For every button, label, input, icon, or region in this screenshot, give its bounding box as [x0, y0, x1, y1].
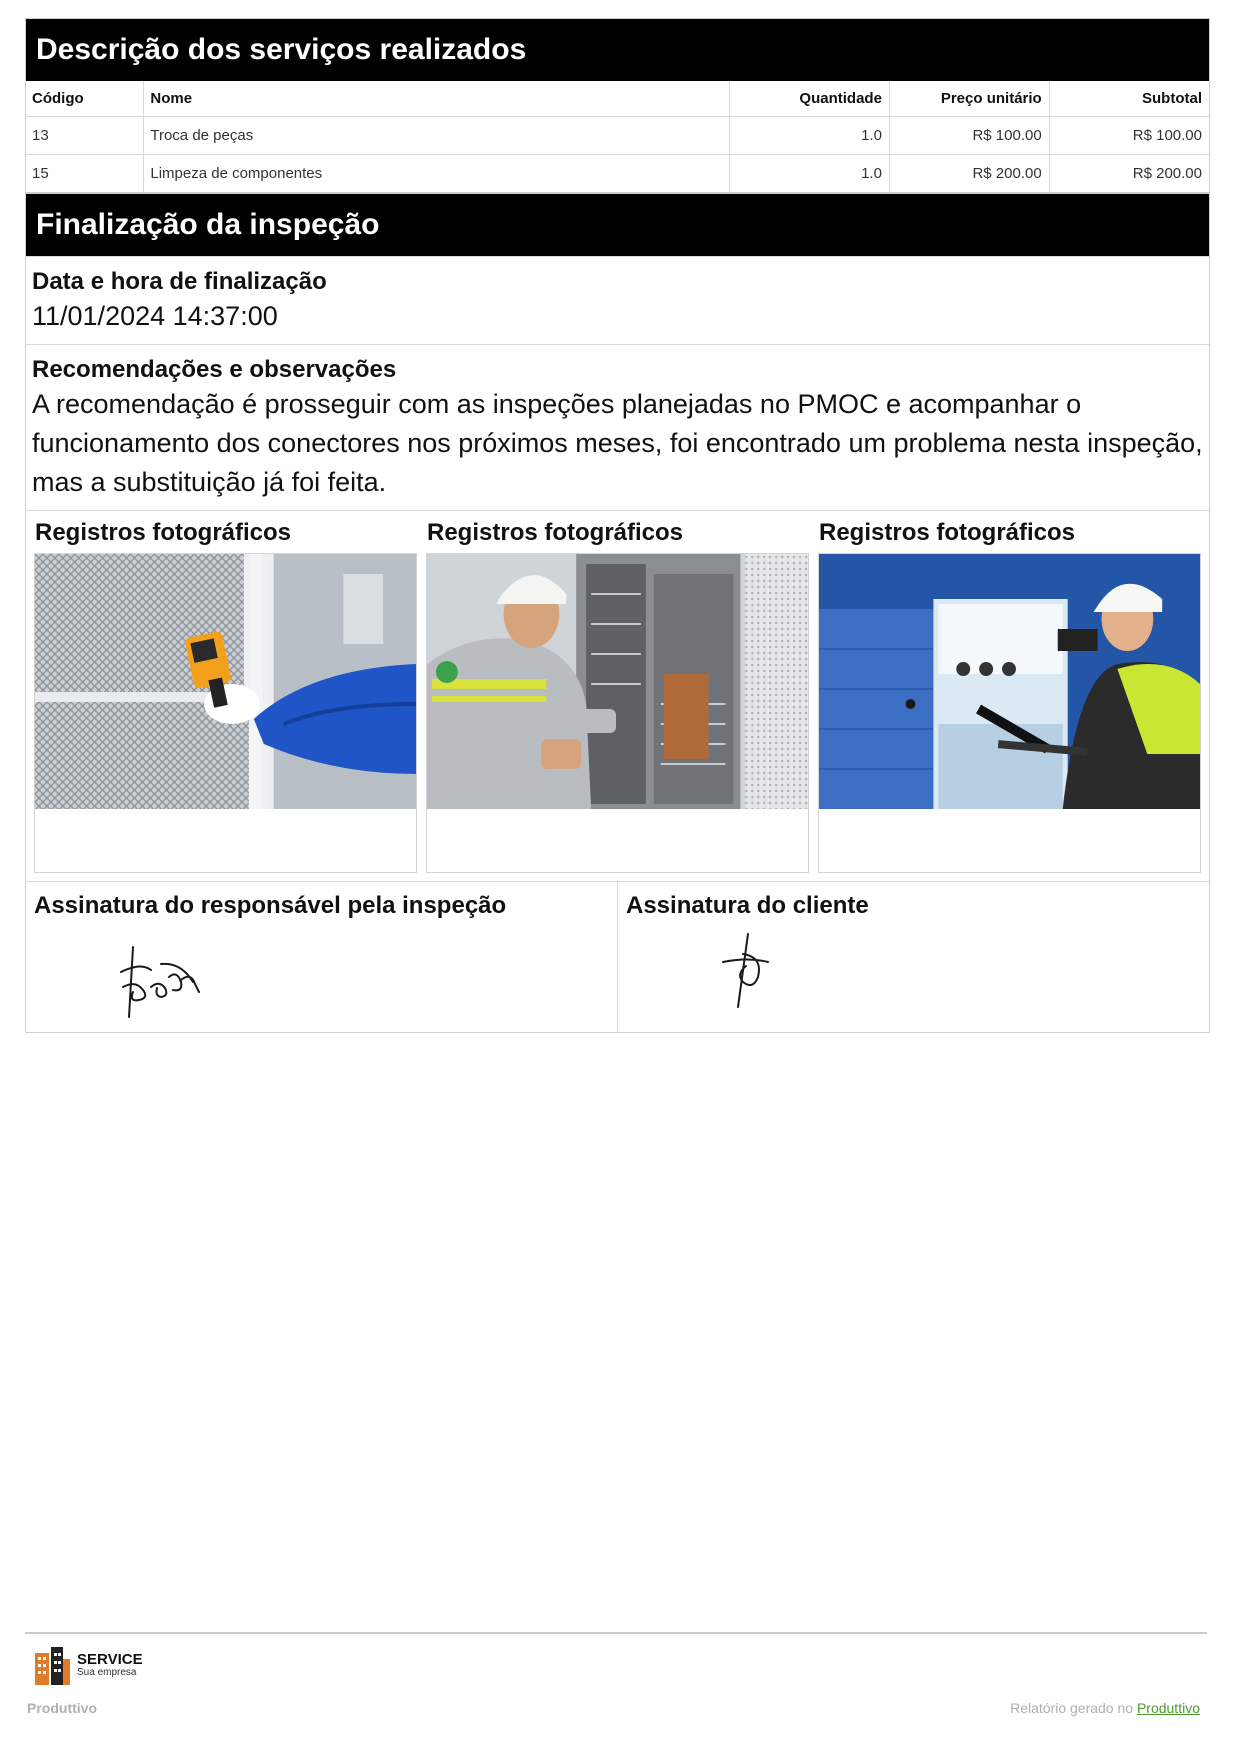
table-header-row [26, 81, 1209, 116]
column-header-name: Nome [144, 81, 730, 116]
logo-text [77, 1652, 143, 1678]
signature-inspector-label: Assinatura do responsável pela inspeção [34, 892, 507, 919]
services-section-title: Descrição dos serviços realizados [26, 19, 1209, 81]
finalization-section-title: Finalização da inspeção [26, 194, 1209, 256]
photo-frame[interactable] [426, 553, 809, 873]
column-header-quantity: Quantidade [730, 81, 890, 116]
cell-quantity: 1.0 [730, 154, 890, 192]
signature-client-label: Assinatura do cliente [626, 892, 869, 919]
footer-divider [25, 1632, 1207, 1634]
logo-subtitle: Sua empresa [77, 1667, 137, 1678]
datetime-label: Data e hora de finalização [32, 268, 327, 295]
photo-technician-server-rack[interactable] [427, 554, 808, 809]
cell-quantity: 1.0 [730, 116, 890, 154]
photo-record-label: Registros fotográficos [819, 519, 1076, 546]
photo-frame[interactable] [818, 553, 1201, 873]
footer-generated-by [1010, 1700, 1200, 1716]
signatures-row [26, 881, 1209, 1032]
signature-inspector-image [111, 942, 211, 1022]
photo-record-label: Registros fotográficos [35, 519, 292, 546]
services-grid [26, 81, 1209, 192]
footer-produttivo-link[interactable]: Produttivo [1136, 1700, 1200, 1716]
cell-name: Troca de peças [144, 116, 730, 154]
building-icon [33, 1645, 71, 1685]
photo-record-2 [426, 511, 809, 873]
company-logo [33, 1645, 143, 1685]
notes-value: A recomendação é prosseguir com as inspeções planejadas no PMOC e acompanhar o funcionamento dos conectores nos próximos meses, foi encontrado um problema nesta inspeção, mas a substituição já foi feita. [32, 389, 1203, 497]
signature-inspector [26, 882, 617, 1032]
cell-code: 15 [26, 154, 144, 192]
table-row [26, 154, 1209, 192]
datetime-value: 11/01/2024 14:37:00 [32, 301, 278, 331]
photo-records [26, 510, 1209, 881]
photo-record-1 [34, 511, 417, 873]
photo-engineer-cold-room[interactable] [819, 554, 1200, 809]
cell-unit-price: R$ 200.00 [889, 154, 1049, 192]
logo-name: SERVICE [77, 1651, 143, 1668]
signature-client-image [718, 932, 788, 1012]
photo-record-3 [818, 511, 1201, 873]
footer-generated-text: Relatório gerado no [1010, 1700, 1134, 1716]
services-table [25, 18, 1210, 193]
column-header-unit-price: Preço unitário [889, 81, 1049, 116]
photo-frame[interactable] [34, 553, 417, 873]
cell-subtotal: R$ 100.00 [1049, 116, 1209, 154]
cell-subtotal: R$ 200.00 [1132, 164, 1202, 182]
photo-thermal-camera-ac-unit[interactable] [35, 554, 416, 809]
photo-record-label: Registros fotográficos [427, 519, 684, 546]
cell-name: Limpeza de componentes [144, 154, 730, 192]
cell-code: 13 [26, 116, 144, 154]
notes-field [26, 344, 1209, 510]
datetime-field [26, 256, 1209, 344]
column-header-subtotal: Subtotal [1049, 81, 1209, 116]
signature-client [617, 882, 1209, 1032]
finalization-section [25, 193, 1210, 1033]
notes-label: Recomendações e observações [32, 356, 397, 383]
cell-unit-price: R$ 100.00 [889, 116, 1049, 154]
table-row [26, 116, 1209, 154]
footer-brand: Produttivo [27, 1700, 97, 1716]
column-header-code: Código [26, 81, 144, 116]
